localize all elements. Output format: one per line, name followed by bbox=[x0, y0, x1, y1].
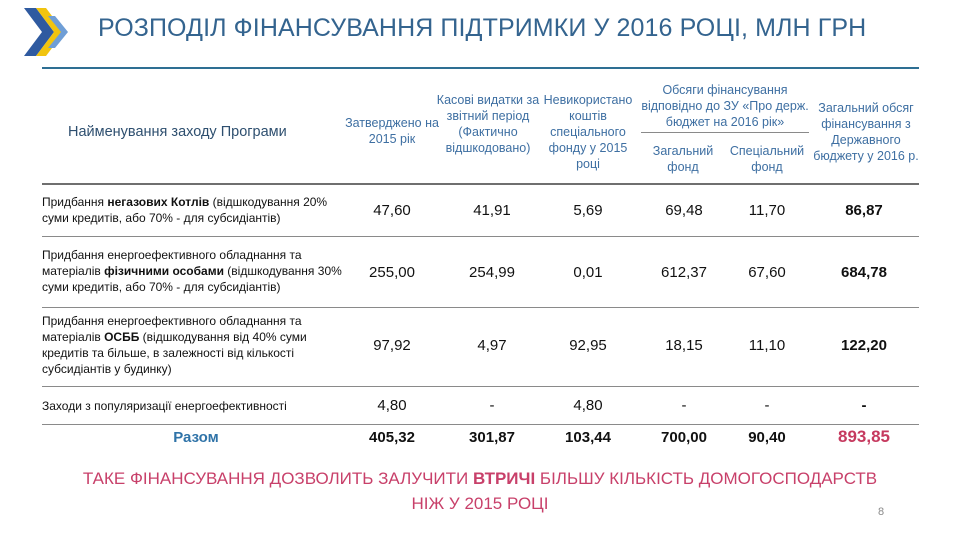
header-group-divider bbox=[641, 132, 809, 133]
table-row bbox=[42, 237, 919, 307]
header-general-fund: Загальний фонд bbox=[652, 144, 714, 174]
cell-general: 612,37 bbox=[661, 264, 707, 281]
summary-label: Разом bbox=[173, 429, 219, 446]
header-law-financing: Обсяги фінансування відповідно до ЗУ «Про держ. бюджет на 2016 рік» bbox=[641, 83, 809, 129]
summary-row bbox=[42, 425, 919, 450]
cell-unused: 5,69 bbox=[573, 202, 603, 219]
logo-icon bbox=[22, 6, 82, 58]
cell-approved: 4,80 bbox=[377, 397, 407, 414]
cell-total: 122,20 bbox=[841, 337, 887, 354]
cell-special: 11,70 bbox=[748, 202, 786, 219]
conclusion-note bbox=[40, 466, 920, 516]
cell-unused: 92,95 bbox=[569, 337, 607, 354]
table-row bbox=[42, 308, 919, 386]
cell-special: 11,10 bbox=[748, 337, 786, 354]
header-unused-funds: Невикористано коштів спеціального фонду у 2015 році bbox=[543, 93, 633, 171]
cell-approved: 255,00 bbox=[369, 264, 415, 281]
cell-unused: 4,80 bbox=[573, 397, 603, 414]
note-line-1: ТАКЕ ФІНАНСУВАННЯ ДОЗВОЛИТЬ ЗАЛУЧИТИ ВТРИЧІ БІЛЬШУ КІЛЬКІСТЬ ДОМОГОСПОДАРСТВ bbox=[82, 469, 878, 488]
cell-total: 684,78 bbox=[841, 264, 887, 281]
row-name: Заходи з популяризації енергоефективності bbox=[42, 399, 287, 413]
cell-cash: - bbox=[489, 397, 495, 414]
cell-general: - bbox=[681, 397, 687, 414]
cell-general: 18,15 bbox=[665, 337, 703, 354]
cell-general: 69,48 bbox=[665, 202, 703, 219]
cell-cash: 254,99 bbox=[469, 264, 515, 281]
page-title: РОЗПОДІЛ ФІНАНСУВАННЯ ПІДТРИМКИ У 2016 РОЦІ, МЛН ГРН bbox=[98, 14, 867, 42]
financing-table bbox=[42, 80, 919, 450]
row-name: Придбання енергоефективного обладнання та матеріалів фізичними особами (відшкодування 30% суми кредитів, або 70% - для субсидіантів) bbox=[42, 248, 342, 294]
sum-cash: 301,87 bbox=[469, 429, 515, 446]
cell-approved: 97,92 bbox=[373, 337, 411, 354]
page-number: 8 bbox=[878, 506, 885, 518]
cell-unused: 0,01 bbox=[573, 264, 603, 281]
header-special-fund: Спеціальний фонд bbox=[729, 144, 805, 174]
cell-cash: 4,97 bbox=[477, 337, 507, 354]
cell-total: - bbox=[861, 397, 867, 414]
sum-unused: 103,44 bbox=[565, 429, 611, 446]
cell-special: 67,60 bbox=[748, 264, 786, 281]
header-cash-expenses: Касові видатки за звітний період (Фактично відшкодовано) bbox=[436, 93, 540, 155]
header-approved-2015: Затверджено на 2015 рік bbox=[345, 116, 439, 146]
cell-total: 86,87 bbox=[845, 202, 883, 219]
header-program-measure: Найменування заходу Програми bbox=[68, 124, 287, 140]
note-line-2: НІЖ У 2015 РОЦІ bbox=[411, 494, 549, 513]
cell-cash: 41,91 bbox=[473, 202, 511, 219]
cell-special: - bbox=[764, 397, 770, 414]
table-row bbox=[42, 387, 919, 424]
header-total-2016: Загальний обсяг фінансування з Державного бюджету у 2016 р. bbox=[813, 101, 919, 163]
cell-approved: 47,60 bbox=[373, 202, 411, 219]
sum-approved: 405,32 bbox=[369, 429, 415, 446]
row-name: Придбання енергоефективного обладнання та матеріалів ОСББ (відшкодування від 40% суми кредитів та більше, в залежності від кількості субсидіантів у будинку) bbox=[42, 314, 307, 376]
sum-special: 90,40 bbox=[748, 429, 786, 446]
row-name: Придбання негазових Котлів (відшкодування 20% суми кредитів, або 70% - для субсидіантів) bbox=[42, 195, 328, 225]
title-divider bbox=[42, 67, 919, 69]
table-row bbox=[42, 184, 919, 236]
sum-general: 700,00 bbox=[661, 429, 707, 446]
sum-grand-total: 893,85 bbox=[838, 427, 890, 446]
